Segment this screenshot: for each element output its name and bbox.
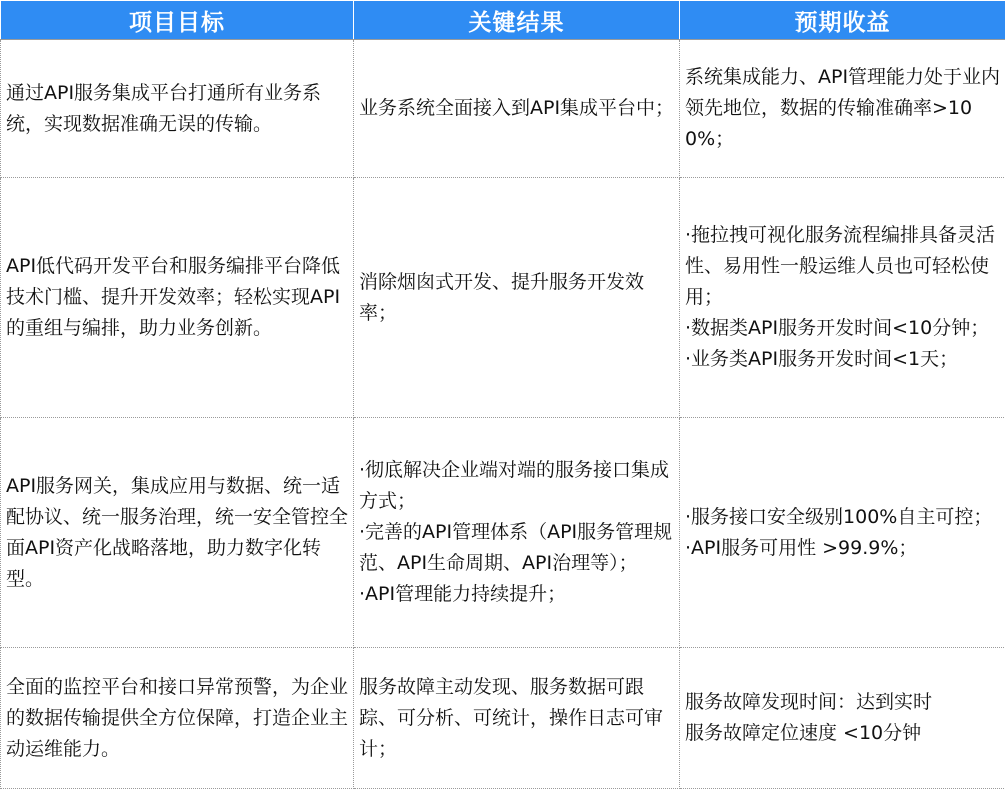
benefit-item: ·API服务可用性 >99.9%；: [685, 536, 918, 559]
header-key-results: 关键结果: [354, 1, 680, 40]
results-cell: [354, 418, 680, 648]
goal-text: API服务网关，集成应用与数据、统一适配协议、统一服务治理，统一安全管控全面API资产化战略落地，助力数字化转型。: [6, 474, 349, 590]
goal-cell: [1, 40, 354, 178]
result-item: ·完善的API管理体系（API服务管理规范、API生命周期、API治理等）；: [359, 521, 673, 574]
result-item: 服务故障主动发现、服务数据可跟踪、可分析、可统计，操作日志可审计；: [359, 675, 664, 760]
benefits-cell: [680, 418, 1005, 648]
benefit-item: ·业务类API服务开发时间<1天；: [685, 348, 959, 370]
table-row: [1, 418, 1005, 648]
goal-text: 通过API服务集成平台打通所有业务系统，实现数据准确无误的传输。: [6, 81, 322, 135]
goal-cell: [1, 648, 354, 789]
result-item: ·彻底解决企业端对端的服务接口集成方式；: [359, 459, 670, 512]
benefit-item: ·服务接口安全级别100%自主可控；: [685, 505, 993, 528]
table-row: [1, 178, 1005, 418]
result-item: ·API管理能力持续提升；: [359, 583, 567, 605]
header-row: [1, 1, 1005, 40]
goal-cell: [1, 418, 354, 648]
benefit-item: 服务故障定位速度 <10分钟: [685, 722, 922, 744]
result-item: 消除烟囱式开发、提升服务开发效率；: [359, 270, 645, 324]
table-row: [1, 648, 1005, 789]
benefit-item: ·数据类API服务开发时间<10分钟；: [685, 317, 990, 339]
benefit-item: 服务故障发现时间：达到实时: [685, 691, 933, 713]
table-row: [1, 40, 1005, 178]
benefit-item: 系统集成能力、API管理能力处于业内领先地位，数据的传输准确率>100%；: [685, 66, 1001, 150]
goal-text: API低代码开发平台和服务编排平台降低技术门槛、提升开发效率；轻松实现API的重组与编排，助力业务创新。: [6, 255, 341, 339]
goal-text: 全面的监控平台和接口异常预警，为企业的数据传输提供全方位保障，打造企业主动运维能力。: [6, 675, 349, 760]
header-expected-benefits: 预期收益: [680, 1, 1005, 40]
benefits-cell: [680, 40, 1005, 178]
benefit-item: ·拖拉拽可视化服务流程编排具备灵活性、易用性一般运维人员也可轻松使用；: [685, 224, 996, 308]
results-cell: [354, 648, 680, 789]
header-goal: 项目目标: [1, 1, 354, 40]
results-cell: [354, 178, 680, 418]
result-item: 业务系统全面接入到API集成平台中；: [359, 97, 675, 119]
goal-cell: [1, 178, 354, 418]
benefits-cell: [680, 648, 1005, 789]
benefits-cell: [680, 178, 1005, 418]
results-cell: [354, 40, 680, 178]
